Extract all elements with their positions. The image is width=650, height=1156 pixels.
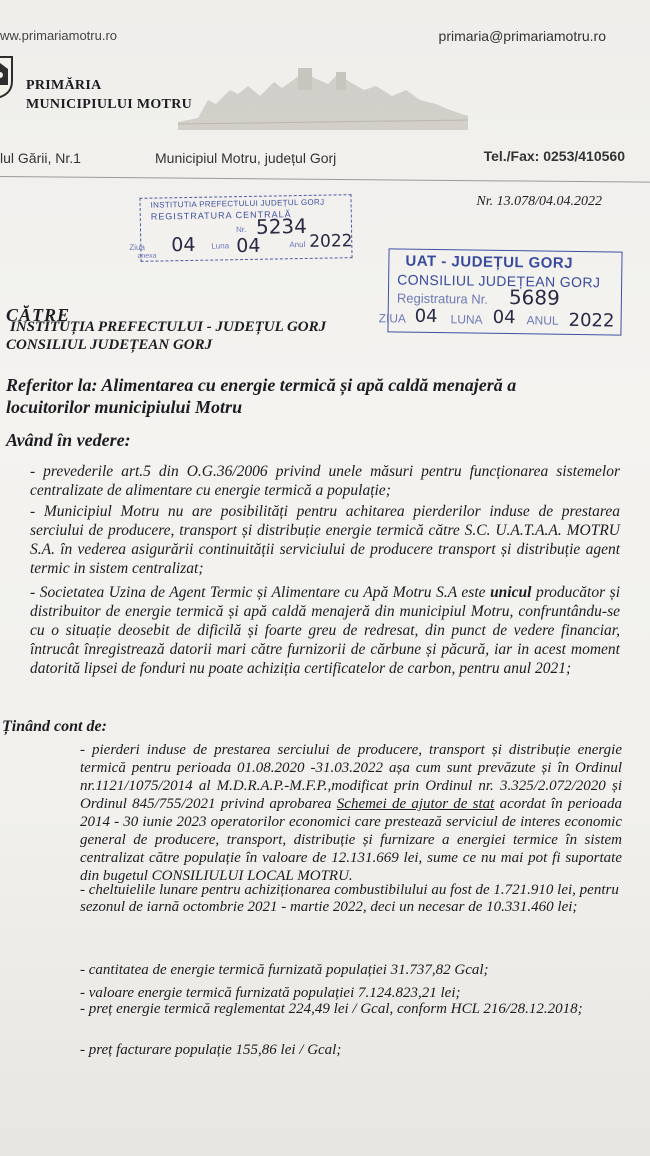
recipient-line1: INSTITUȚIA PREFECTULUI - JUDEȚUL GORJ bbox=[10, 319, 327, 335]
stamp-year-label: ANUL bbox=[526, 313, 559, 328]
stamp-month-value: 04 bbox=[492, 306, 516, 329]
phone-fax: Tel./Fax: 0253/410560 bbox=[483, 148, 625, 164]
stamp-subtitle: REGISTRATURA CENTRALĂ bbox=[150, 209, 292, 222]
considering-item: - Societatea Uzina de Agent Termic și Alimentare cu Apă Motru S.A este unicul producător și distribuitor de energie termică și apă caldă menajeră din municipiul Motru, confruntându-se cu o situație deosebit de dificilă și foarte greu de redresat, din punct de vedere financiar, întrucât înregistrează datorii mari către furnizorii de cărbune și păcură, iar in acest moment datorită lipsei de fonduri nu poate achiziția certificatelor de carbon, pentru anul 2021; bbox=[30, 584, 621, 677]
list-item: - cheltuielile lunare pentru achiziționarea combustibilului au fost de 1.721.910 lei, pentru sezonul de iarnă octombrie 2021 - martie 2022, deci un necesar de 10.331.460 lei; bbox=[80, 882, 619, 915]
stamp-month-label: Luna bbox=[211, 241, 230, 251]
recipient-line2: CONSILIUL JUDEȚEAN GORJ bbox=[6, 337, 213, 353]
website-address: ww.primariamotru.ro bbox=[0, 28, 118, 43]
stamp-registry-label: Registratura Nr. bbox=[396, 290, 489, 307]
street-address: lul Gării, Nr.1 bbox=[0, 150, 81, 166]
institution-name-line1: PRIMĂRIA bbox=[26, 78, 102, 93]
state-aid-scheme-reference: Schemei de ajutor de stat bbox=[336, 796, 495, 812]
stamp-year-label: Anul bbox=[289, 239, 306, 250]
stamp-day-label: Ziua bbox=[129, 242, 145, 253]
prefecture-registration-stamp bbox=[129, 194, 353, 262]
recipient-title: CĂTRE bbox=[6, 305, 71, 325]
list-item: - cantitatea de energie termică furnizată populației 31.737,82 Gcal; bbox=[80, 962, 489, 978]
taking-into-account-heading: Ținând cont de: bbox=[2, 718, 107, 735]
email-address: primaria@primariamotru.ro bbox=[438, 28, 606, 44]
stamp-month-value: 04 bbox=[236, 234, 261, 258]
subject-line1: Referitor la: Alimentarea cu energie termică și apă caldă menajeră a bbox=[6, 375, 517, 395]
city-skyline-image bbox=[178, 60, 468, 130]
stamp-title: UAT - JUDEȚUL GORJ bbox=[405, 252, 574, 272]
list-item: - preț energie termică reglementat 224,49 lei / Gcal, conform HCL 216/28.12.2018; bbox=[80, 1001, 583, 1017]
header-divider bbox=[0, 176, 650, 183]
county-registration-stamp bbox=[378, 248, 622, 335]
coat-of-arms-icon bbox=[0, 55, 14, 99]
considering-item: - Municipiul Motru nu are posibilități pentru achitarea pierderilor induse de prestarea serciului de producere, transport și distribuție energie termică către S.C. U.A.T.A.A. MOTRU S.A. în vederea asigurării continuității serviciului de producere transport și distribuție agent termic in sistem centralizat; bbox=[30, 503, 620, 577]
stamp-nr-value: 5234 bbox=[255, 213, 308, 239]
stamp-title: INSTITUTIA PREFECTULUI JUDEȚUL GORJ bbox=[150, 197, 325, 210]
stamp-day-value: 04 bbox=[171, 233, 196, 257]
stamp-day-value: 04 bbox=[414, 305, 438, 328]
stamp-month-label: LUNA bbox=[450, 312, 483, 327]
considering-item: - prevederile art.5 din O.G.36/2006 privind unele măsuri pentru funcționarea sistemelor centralizate de alimentare cu energie termică a populație; bbox=[30, 463, 620, 499]
list-item: - preț facturare populație 155,86 lei / Gcal; bbox=[80, 1042, 342, 1058]
stamp-day-label: ZIUA bbox=[378, 311, 407, 326]
list-item: - valoare energie termică furnizată populației 7.124.823,21 lei; bbox=[80, 985, 461, 1001]
stamp-subtitle: CONSILIUL JUDEȚEAN GORJ bbox=[397, 271, 601, 291]
considering-heading: Având în vedere: bbox=[6, 430, 131, 450]
institution-name-line2: MUNICIPIULUI MOTRU bbox=[26, 97, 193, 112]
stamp-nr-label: Nr. bbox=[235, 224, 247, 235]
city-county: Municipiul Motru, județul Gorj bbox=[155, 150, 337, 166]
stamp-year-value: 2022 bbox=[568, 309, 615, 332]
taking-into-account-main: - pierderi induse de prestarea serciului de producere, transport și distribuție energie termică pentru perioada 01.08.2020 -31.03.2022 așa cum sunt prevăzute și în Ordinul nr.1121/1075/2014 al M.D.R.A.P.-M.F.P.,modificat prin Ordinul nr. 3.325/2.072/2020 și Ordinul 845/755/2021 privind aprobarea Schemei de ajutor de stat acordat în perioada 2014 - 30 iunie 2023 operatorilor economici care prestează serviciul de interes economic general de producere, transport, distribuție și furnizare a energiei termice în sistem centralizat către populație în valoare de 12.131.669 lei, sume ce nu mai pot fi suportate din bugetul CONSILIULUI LOCAL MOTRU. bbox=[80, 742, 622, 884]
stamp-registry-value: 5689 bbox=[508, 285, 560, 310]
stamp-footer: anexa bbox=[137, 252, 157, 260]
document-number: Nr. 13.078/04.04.2022 bbox=[476, 194, 602, 209]
stamp-year-value: 2022 bbox=[309, 231, 353, 252]
subject-line2: locuitorilor municipiului Motru bbox=[6, 397, 243, 417]
